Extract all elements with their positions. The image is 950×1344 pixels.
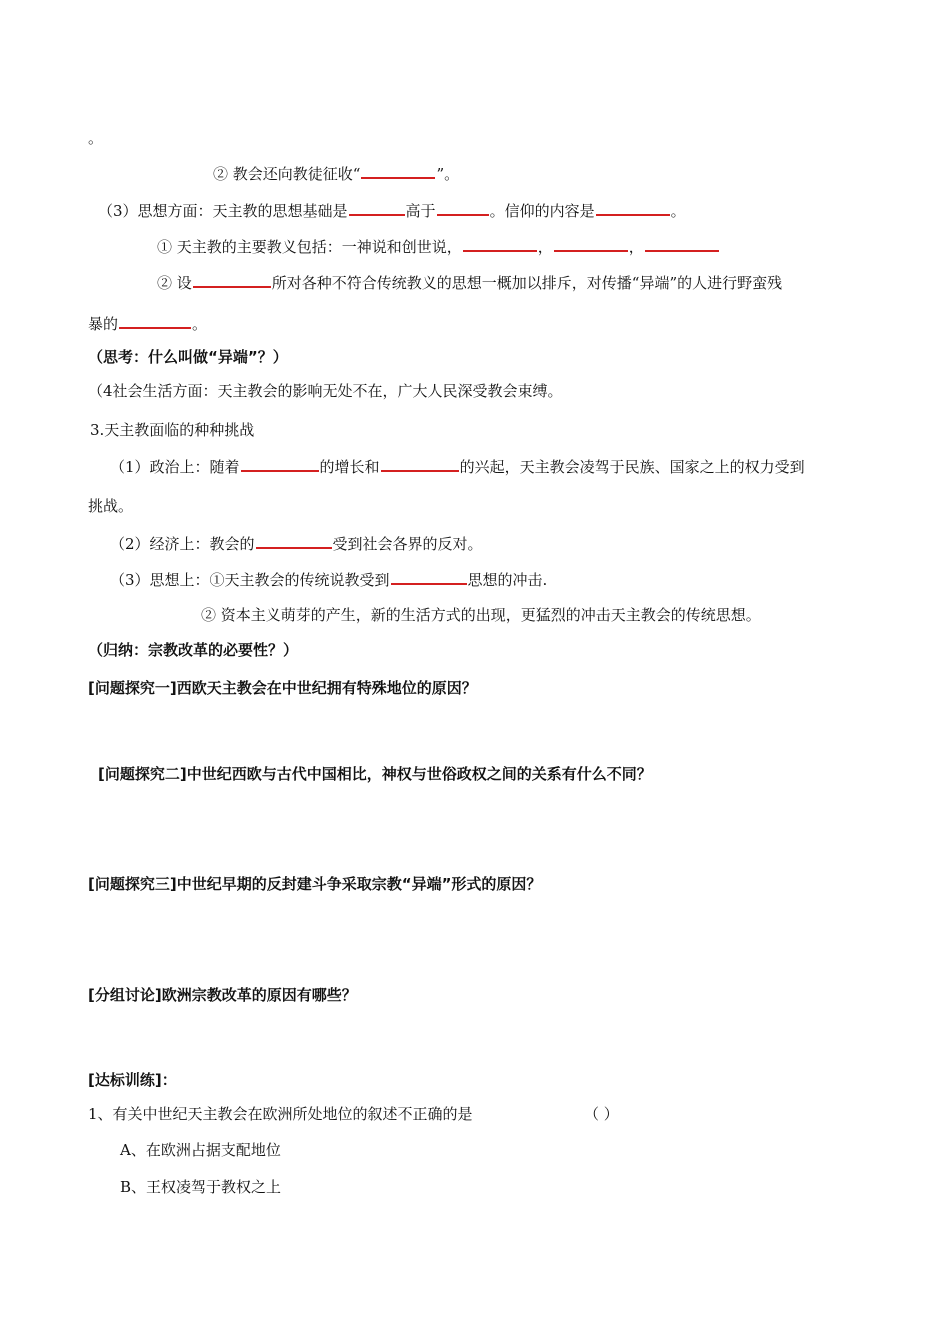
answer-bracket[interactable]: （ ） [584,1105,619,1123]
option-b[interactable]: B、王权凌驾于教权之上 [120,1178,282,1196]
line-economic [110,533,483,554]
inquiry-1: [问题探究一]西欧天主教会在中世纪拥有特殊地位的原因？ [88,679,477,697]
fill-blank[interactable] [349,200,405,216]
group-discussion: [分组讨论]欧洲宗教改革的原因有哪些？ [88,986,357,1004]
text: ① 天主教的主要教义包括：一神说和创世说， [157,238,462,256]
fill-blank[interactable] [241,456,319,472]
summary-question: （归纳：宗教改革的必要性？） [88,641,299,659]
text: ”。 [436,165,460,183]
text: ， [628,238,644,256]
think-question: （思考：什么叫做“异端”？） [88,348,288,366]
fill-blank[interactable] [463,236,537,252]
text: ， [537,238,553,256]
option-a[interactable]: A、在欧洲占据支配地位 [120,1141,281,1159]
text-period: 。 [88,129,104,147]
text: 的兴起，天主教会凌驾于民族、国家之上的权力受到 [459,458,805,476]
text: 受到社会各界的反对。 [332,535,483,553]
fill-blank[interactable] [256,533,332,549]
fill-blank[interactable] [193,272,271,288]
fill-blank[interactable] [391,569,467,585]
line-social-life: （4社会生活方面：天主教会的影响无处不在，广大人民深受教会束缚。 [88,382,563,400]
line-doctrines [157,236,720,257]
question-text: 1、有关中世纪天主教会在欧洲所处地位的叙述不正确的是 [88,1105,473,1123]
line-brutal [88,313,207,334]
text: 所对各种不符合传统教义的思想一概加以排斥，对传播“异端”的人进行野蛮残 [271,274,783,292]
fill-blank[interactable] [554,236,628,252]
line-thought [98,200,686,221]
inquiry-3: [问题探究三]中世纪早期的反封建斗争采取宗教“异端”形式的原因？ [88,875,542,893]
text: 高于 [405,202,436,220]
fill-blank[interactable] [596,200,670,216]
line-inquisition [157,272,782,293]
exercise-1 [88,1104,619,1124]
fill-blank[interactable] [119,313,191,329]
text: 思想的冲击. [467,571,548,589]
text: 。信仰的内容是 [489,202,595,220]
text: 暴的 [88,315,119,333]
fill-blank[interactable] [361,163,435,179]
line-ideological [110,569,547,590]
line-capitalism: ② 资本主义萌芽的产生，新的生活方式的出现，更猛烈的冲击天主教会的传统思想。 [201,606,761,624]
text: （1）政治上：随着 [110,458,240,476]
line-church-tax [213,163,459,184]
fill-blank[interactable] [645,236,719,252]
text: 的增长和 [319,458,380,476]
text: （3）思想方面：天主教的思想基础是 [98,202,348,220]
fill-blank[interactable] [381,456,459,472]
text: ② 教会还向教徒征收“ [213,165,361,183]
line-political [110,456,805,477]
training-heading: [达标训练]： [88,1071,177,1089]
text: ② 设 [157,274,192,292]
fill-blank[interactable] [437,200,489,216]
section-challenges: 3.天主教面临的种种挑战 [90,421,255,439]
line-challenged: 挑战。 [88,497,134,515]
text: （3）思想上：①天主教会的传统说教受到 [110,571,390,589]
text: （2）经济上：教会的 [110,535,255,553]
text: 。 [192,315,208,333]
inquiry-2: [问题探究二]中世纪西欧与古代中国相比，神权与世俗政权之间的关系有什么不同？ [98,765,652,783]
text: 。 [670,202,686,220]
